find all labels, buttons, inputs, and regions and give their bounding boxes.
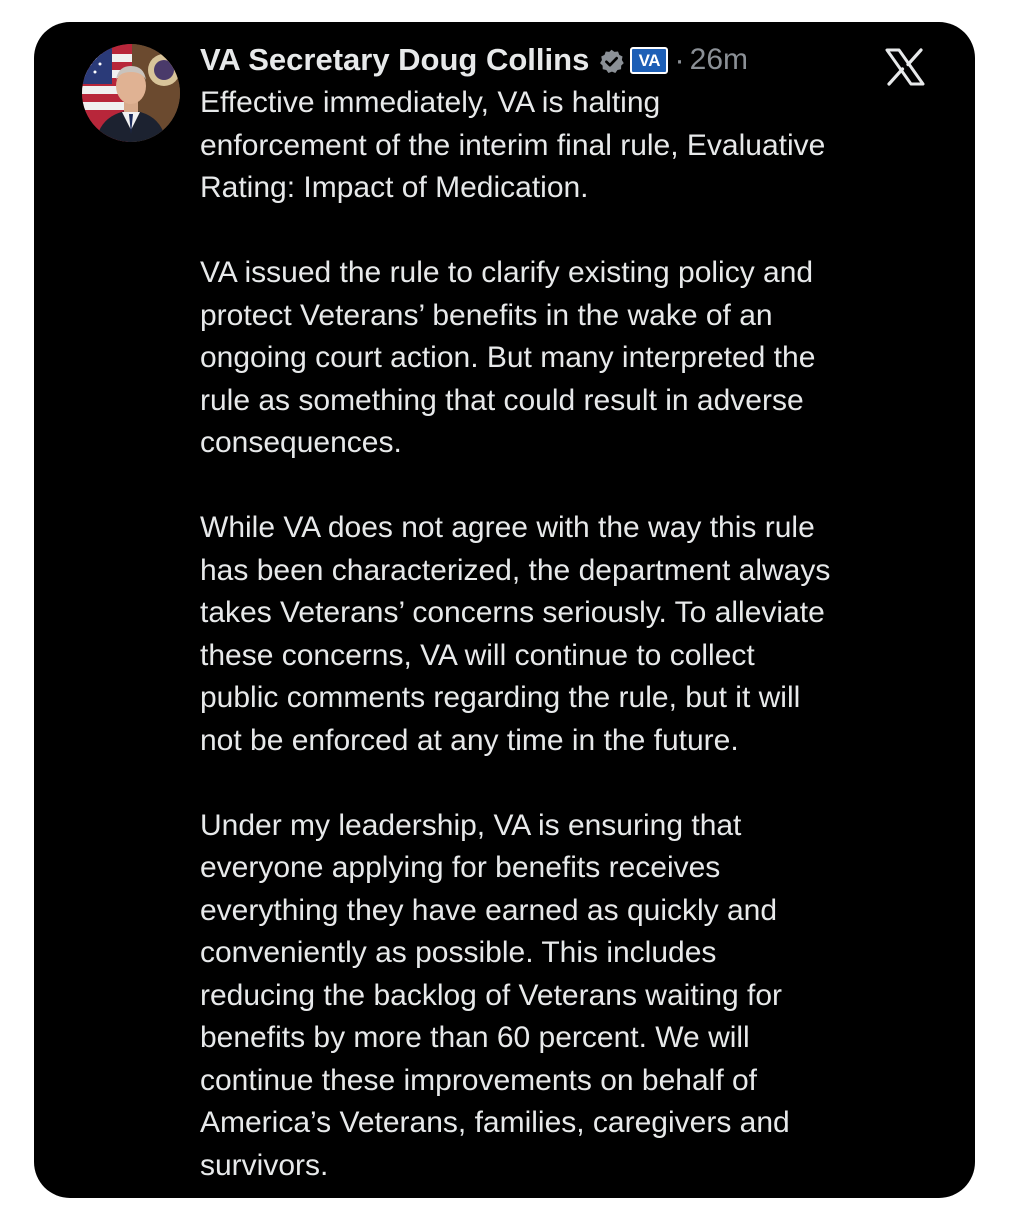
post-text-line: Under my leadership, VA is ensuring that	[200, 808, 742, 842]
display-name[interactable]: VA Secretary Doug Collins	[200, 42, 590, 77]
post-text-line: continue these improvements on behalf of	[200, 1063, 758, 1097]
post-text-line: takes Veterans’ concerns seriously. To alleviate	[200, 596, 825, 629]
post-text-line: ongoing court action. But many interpreted the	[200, 341, 816, 374]
post-text-line: benefits by more than 60 percent. We will	[200, 1021, 750, 1054]
post-text-line: While VA does not agree with the way this rule	[200, 511, 815, 544]
x-logo-icon	[885, 48, 925, 86]
post-text-line: everyone applying for benefits receives	[200, 851, 721, 884]
post-text-line: reducing the backlog of Veterans waiting for	[200, 978, 783, 1012]
post-text-line: rule as something that could result in adverse	[200, 383, 804, 417]
post-text	[200, 82, 940, 1187]
post-card	[34, 22, 975, 1198]
post-header	[200, 38, 748, 82]
avatar-photo	[82, 44, 180, 142]
verified-badge-icon	[598, 47, 625, 74]
separator-dot: ·	[674, 42, 685, 77]
post-text-line: protect Veterans’ benefits in the wake of an	[200, 298, 773, 332]
timestamp[interactable]: 26m	[689, 43, 749, 76]
post-text-line: these concerns, VA will continue to collect	[200, 638, 755, 672]
post-paragraph	[200, 82, 940, 210]
post-text-line: not be enforced at any time in the future.	[200, 723, 739, 757]
post-text-line: has been characterized, the department always	[200, 553, 831, 587]
post-text-line: public comments regarding the rule, but it will	[200, 681, 801, 714]
post-paragraph	[200, 252, 940, 465]
post-paragraph	[200, 507, 940, 762]
post-text-line: Effective immediately, VA is halting	[200, 86, 661, 119]
post-text-line: consequences.	[200, 426, 402, 459]
post-text-line: VA issued the rule to clarify existing policy and	[200, 256, 814, 289]
affiliate-badge[interactable]: VA	[630, 47, 668, 74]
post-text-line: America’s Veterans, families, caregivers and	[200, 1106, 790, 1139]
post-paragraph	[200, 805, 940, 1188]
post-text-line: conveniently as possible. This includes	[200, 936, 717, 969]
post-text-line: enforcement of the interim final rule, Evaluative	[200, 128, 826, 162]
post-text-line: Rating: Impact of Medication.	[200, 171, 589, 204]
avatar[interactable]	[82, 44, 180, 142]
post-text-line: everything they have earned as quickly and	[200, 893, 778, 927]
post-text-line: survivors.	[200, 1148, 329, 1182]
